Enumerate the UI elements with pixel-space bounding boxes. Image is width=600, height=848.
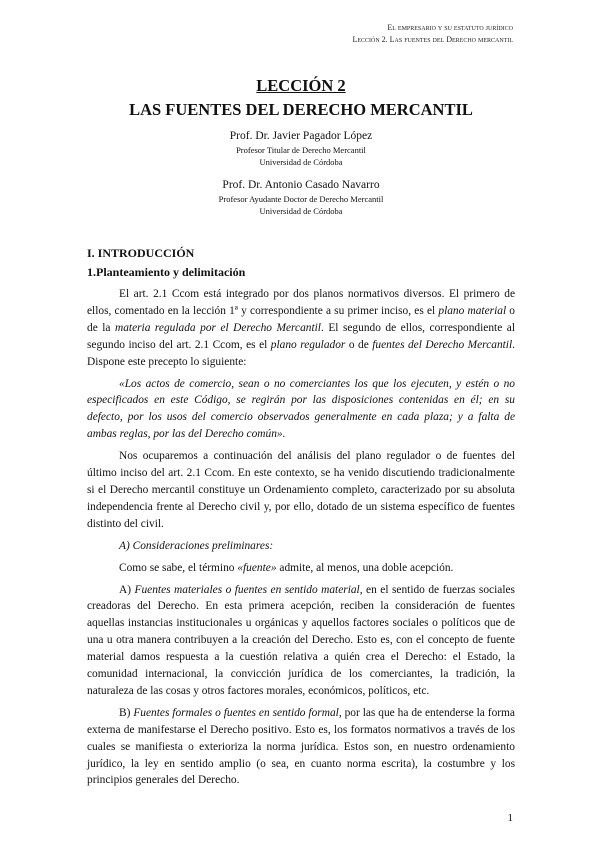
body-text xyxy=(87,286,515,794)
subsection-a-heading: A) Consideraciones preliminares: xyxy=(119,539,274,552)
running-header-lesson: Lección 2. Las fuentes del Derecho mercantil xyxy=(352,35,513,44)
paragraph-3: Como se sabe, el término «fuente» admite, al menos, una doble acepción. xyxy=(119,561,454,574)
legal-quote: «Los actos de comercio, sean o no comerciantes los que los ejecuten, y estén o no especificados en este Código, se regirán por las disposiciones contenidas en él; en su defecto, por los usos del comercio observados generalmente en cada plaza; y a falta de ambas reglas, por las del Derecho común». xyxy=(87,377,515,441)
page-number: 1 xyxy=(507,812,513,824)
author-role: Profesor Titular de Derecho Mercantil xyxy=(236,145,366,155)
author-role: Profesor Ayudante Doctor de Derecho Mercantil xyxy=(218,194,384,204)
paragraph-1: El art. 2.1 Ccom está integrado por dos planos normativos diversos. El primero de ellos, comentado en la lección 1ª y correspondiente a su primer inciso, es el plano material o de la materia regulada por el Derecho Mercantil. El segundo de ellos, correspondiente al segundo inciso del art. 2.1 Ccom, es el plano regulador o de fuentes del Derecho Mercantil. Dispone este precepto lo siguiente: xyxy=(87,288,515,368)
author-affiliation: Universidad de Córdoba xyxy=(259,206,343,216)
paragraph-4: A) Fuentes materiales o fuentes en sentido material, en el sentido de fuerzas sociales creadoras del Derecho. En esta primera acepción, reciben la consideración de fuentes aquellas instancias institucionales u orgánicas y aquellos factores sociales o políticos que de una u otra manera contribuyen a la creación del Derecho. Esto es, con el concepto de fuente material damos respuesta a la cuestión relativa a quién crea el Derecho: el Estado, la comunidad internacional, la convicción jurídica de los comerciantes, la tradición, la naturaleza de las cosas y otros factores morales, económicos, políticos, etc. xyxy=(87,583,515,697)
author-affiliation: Universidad de Córdoba xyxy=(259,157,343,167)
author-name: Prof. Dr. Javier Pagador López xyxy=(229,130,373,142)
running-header-book: El empresario y su estatuto jurídico xyxy=(387,23,513,32)
author-name: Prof. Dr. Antonio Casado Navarro xyxy=(222,179,380,191)
lesson-subject: LAS FUENTES DEL DERECHO MERCANTIL xyxy=(129,100,473,119)
lesson-title: LECCIÓN 2 xyxy=(256,76,346,95)
paragraph-5: B) Fuentes formales o fuentes en sentido formal, por las que ha de entenderse la forma externa de manifestarse el Derecho positivo. Esto es, los formatos normativos a través de los cuales se manifiesta o exterioriza la norma jurídica. Estos son, en nuestro ordenamiento jurídico, la ley en sentido amplio (o sea, en cuanto norma escrita), la costumbre y los principios generales del Derecho. xyxy=(87,706,515,787)
author-block-2 xyxy=(87,177,515,217)
paragraph-2: Nos ocuparemos a continuación del análisis del plano regulador o de fuentes del último inciso del art. 2.1 Ccom. En este contexto, se ha venido discutiendo tradicionalmente si el Derecho mercantil constituye un Ordenamiento completo, caracterizado por su absoluta independencia frente al Derecho civil y, por ello, dotado de un sistema específico de fuentes distinto del civil. xyxy=(87,450,515,530)
subsection-heading: 1.Planteamiento y delimitación xyxy=(87,265,246,279)
author-block-1 xyxy=(87,128,515,168)
running-header xyxy=(352,22,513,46)
section-heading: I. INTRODUCCIÓN xyxy=(87,246,195,260)
